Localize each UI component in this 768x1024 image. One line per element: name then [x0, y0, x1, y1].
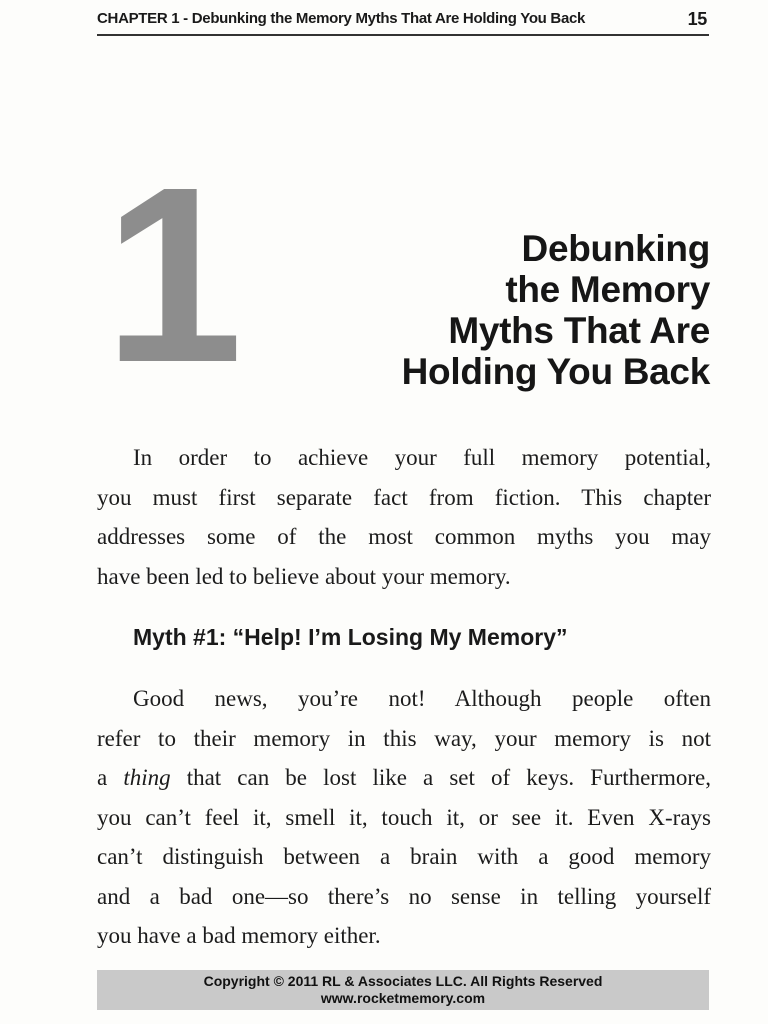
myth-paragraph — [97, 679, 711, 956]
text-line: have been led to believe about your memory. — [97, 563, 511, 589]
chapter-title-line: Debunking — [521, 228, 710, 269]
chapter-number: 1 — [104, 135, 234, 414]
page-footer — [97, 970, 709, 1010]
intro-paragraph — [97, 438, 711, 596]
text-fragment: a — [97, 765, 124, 790]
text-line — [97, 758, 711, 798]
text-fragment: that can be lost like a set of keys. Furthermore, — [170, 765, 711, 790]
chapter-title-line: Myths That Are — [448, 310, 710, 351]
page-header — [97, 6, 709, 36]
text-line: can’t distinguish between a brain with a good memory — [97, 844, 711, 869]
text-line: refer to their memory in this way, your memory is not — [97, 725, 711, 751]
text-line: addresses some of the most common myths you may — [97, 524, 711, 549]
text-line: you can’t feel it, smell it, touch it, or see it. Even X-rays — [97, 804, 711, 830]
section-heading: Myth #1: “Help! I’m Losing My Memory” — [133, 624, 568, 650]
running-title: CHAPTER 1 - Debunking the Memory Myths That Are Holding You Back — [97, 10, 586, 27]
chapter-title — [290, 228, 710, 392]
page-number: 15 — [687, 9, 707, 29]
emphasis-word: thing — [123, 765, 171, 790]
text-line: Good news, you’re not! Although people often — [133, 686, 711, 711]
chapter-title-line: Holding You Back — [401, 351, 710, 392]
text-line: you have a bad memory either. — [97, 923, 381, 948]
text-line: In order to achieve your full memory potential, — [133, 445, 711, 470]
website-link[interactable]: www.rocketmemory.com — [320, 990, 486, 1006]
chapter-title-line: the Memory — [505, 269, 710, 310]
copyright-notice: Copyright © 2011 RL & Associates LLC. All Rights Reserved — [203, 973, 603, 989]
text-line: you must first separate fact from fiction. This chapter — [97, 484, 711, 510]
text-line: and a bad one—so there’s no sense in telling yourself — [97, 883, 711, 909]
